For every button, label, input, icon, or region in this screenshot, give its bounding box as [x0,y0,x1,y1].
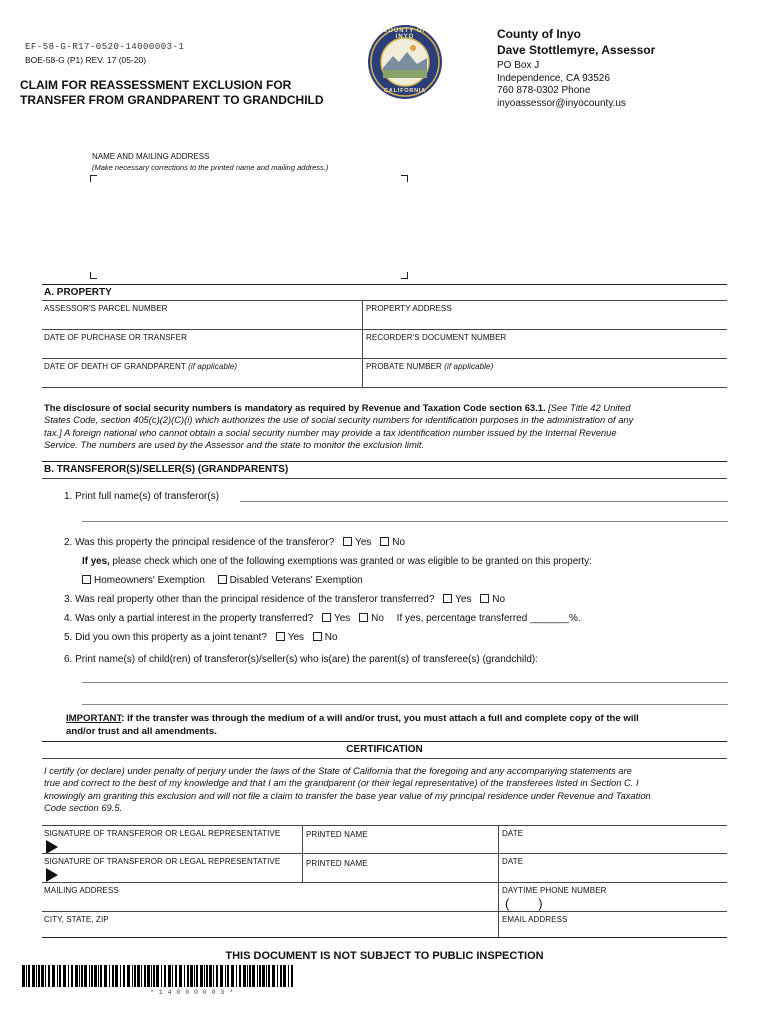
q2-yes-checkbox[interactable] [343,537,352,546]
q1-label: 1. Print full name(s) of transferor(s) [64,491,220,502]
q5-no-label: No [324,632,338,643]
q5-no-checkbox[interactable] [313,632,322,641]
exemption-row [76,575,363,586]
assessor-block [497,26,655,110]
seal-top-text: COUNTY OF INYO [382,28,428,40]
disclosure-line3: tax.] A foreign national who cannot obtain a social security number may provide a tax identification number issued by the Internal Revenue [44,426,617,438]
disclosure-line1: [See Title 42 United [548,402,631,413]
assessor-address2: Independence, CA 93526 [497,72,610,84]
date-field-1[interactable]: DATE [502,829,524,838]
q2-no-label: No [392,537,406,548]
q1-name-line[interactable] [240,501,728,502]
q4-no-label: No [371,613,384,624]
seal-bottom-text: CALIFORNIA [384,88,426,94]
probate-label: PROBATE NUMBER [366,362,442,371]
q4-label: 4. Was only a partial interest in the property transferred? [64,613,314,624]
cert-line1: I certify (or declare) under penalty of perjury under the laws of the State of California that the foregoing and any accompanying statements are [44,765,632,776]
q6-label: 6. Print name(s) of child(ren) of transferor(s)/seller(s) who is(are) the parent(s) of transferee(s) (grandchild): [64,654,539,665]
cert-line2: true and correct to the best of my knowledge and that I am the grandparent (or their legal representative) of the transferees listed in Section C. I [44,777,639,789]
apn-field[interactable]: ASSESSOR'S PARCEL NUMBER [44,304,168,313]
date-field-2[interactable]: DATE [502,857,524,866]
assessor-phone: 760 878-0302 Phone [497,85,591,96]
mailing-address-box[interactable] [90,175,408,279]
death-date-label: DATE OF DEATH OF GRANDPARENT [44,362,186,371]
veterans-checkbox[interactable] [218,575,227,584]
assessor-name: Dave Stottlemyre, Assessor [497,43,656,57]
important-line2: and/or trust and all amendments. [66,726,217,737]
q3-no-checkbox[interactable] [480,594,489,603]
q5-yes-checkbox[interactable] [276,632,285,641]
homeowners-checkbox[interactable] [82,575,91,584]
city-state-zip-field[interactable]: CITY, STATE, ZIP [44,915,109,924]
q3-row [64,594,505,605]
q3-no-label: No [492,594,506,605]
q3-yes-label: Yes [455,594,472,605]
printed-name-field-2[interactable]: PRINTED NAME [306,859,368,868]
q2-yes-label: Yes [355,537,372,548]
assessor-email: inyoassessor@inyocounty.us [497,97,626,109]
q6-line2[interactable] [82,704,728,705]
printed-name-field-1[interactable]: PRINTED NAME [306,830,368,839]
ifyes-bold: If yes, [82,556,110,567]
form-code: EF-58-G-R17-0520-14000003-1 [25,42,185,52]
barcode [22,965,294,987]
q2-row [64,537,405,548]
phone-area-code: ( ) [505,896,543,911]
disclosure-bold: The disclosure of social security numbers is mandatory as required by Revenue and Taxation Code section 63.1. [44,402,546,413]
q5-row [64,632,338,643]
daytime-phone-field[interactable]: DAYTIME PHONE NUMBER [502,886,607,895]
barcode-text: * 1 4 0 0 0 0 0 3 * [150,989,234,996]
cert-line4: Code section 69.5. [44,801,123,813]
q5-label: 5. Did you own this property as a joint tenant? [64,632,267,643]
ssn-disclosure [44,402,728,451]
certification-text [44,765,728,814]
disclosure-line2: States Code, section 405(c)(2)(C)(i) which authorizes the use of social security numbers for identification purposes in the administration of any [44,414,634,426]
certification-title: CERTIFICATION [346,744,423,755]
county-name: County of Inyo [497,27,581,41]
form-title-line2: TRANSFER FROM GRANDPARENT TO GRANDCHILD [20,93,324,107]
death-date-note: (if applicable) [188,362,238,371]
ifyes-row [82,556,592,567]
q2-label: 2. Was this property the principal residence of the transferor? [64,537,335,548]
sign-here-arrow-icon [46,868,58,882]
ifyes-text: please check which one of the following exemptions was granted or was eligible to be granted on this property: [112,556,592,567]
form-title-line1: CLAIM FOR REASSESSMENT EXCLUSION FOR [20,78,292,92]
probate-number-field[interactable] [366,362,493,371]
recorder-doc-field[interactable]: RECORDER'S DOCUMENT NUMBER [366,333,507,342]
q4-yes-checkbox[interactable] [322,613,331,622]
veterans-label: Disabled Veterans' Exemption [229,575,363,586]
q4-yes-label: Yes [333,613,351,624]
q2-no-checkbox[interactable] [380,537,389,546]
q5-yes-label: Yes [287,632,305,643]
signature-field-2[interactable]: SIGNATURE OF TRANSFEROR OR LEGAL REPRESENTATIVE [44,857,281,866]
section-a-title: A. PROPERTY [44,287,112,298]
important-notice [66,712,639,738]
public-inspection-notice: THIS DOCUMENT IS NOT SUBJECT TO PUBLIC INSPECTION [225,950,544,962]
q4-no-checkbox[interactable] [359,613,368,622]
q4-row [64,613,581,624]
homeowners-label: Homeowners' Exemption [94,575,205,586]
grandparent-death-date-field[interactable] [44,362,237,371]
assessor-address1: PO Box J [497,60,540,71]
cert-line3: knowingly am granting this exclusion and will not file a claim to transfer the base year value of my principal residence under Revenue and Taxation [44,789,651,801]
property-address-field[interactable]: PROPERTY ADDRESS [366,304,452,313]
disclosure-line4: Service. The numbers are used by the Assessor and the state to monitor the exclusion limit. [44,438,425,450]
section-b-title: B. TRANSFEROR(S)/SELLER(S) (GRANDPARENTS) [44,464,289,475]
email-address-field[interactable]: EMAIL ADDRESS [502,915,568,924]
sign-here-arrow-icon [46,840,58,854]
signature-field-1[interactable]: SIGNATURE OF TRANSFEROR OR LEGAL REPRESENTATIVE [44,829,281,838]
purchase-date-field[interactable]: DATE OF PURCHASE OR TRANSFER [44,333,187,342]
form-revision: BOE-58-G (P1) REV. 17 (05-20) [25,55,147,65]
mailing-label: NAME AND MAILING ADDRESS [92,152,210,161]
mailing-note: (Make necessary corrections to the printed name and mailing address.) [92,163,329,172]
important-line1: : If the transfer was through the medium of a will and/or trust, you must attach a full and complete copy of the will [121,713,639,724]
q3-label: 3. Was real property other than the principal residence of the transferor transferred? [64,594,435,605]
county-seal-icon [367,24,443,100]
q1-name-line2[interactable] [82,521,728,522]
q4-percentage[interactable]: If yes, percentage transferred _______%. [396,613,581,624]
q3-yes-checkbox[interactable] [443,594,452,603]
probate-note: (if applicable) [444,362,494,371]
mailing-address-field[interactable]: MAILING ADDRESS [44,886,119,895]
form-title [20,78,324,108]
q6-line1[interactable] [82,682,728,683]
important-label: IMPORTANT [66,713,122,724]
